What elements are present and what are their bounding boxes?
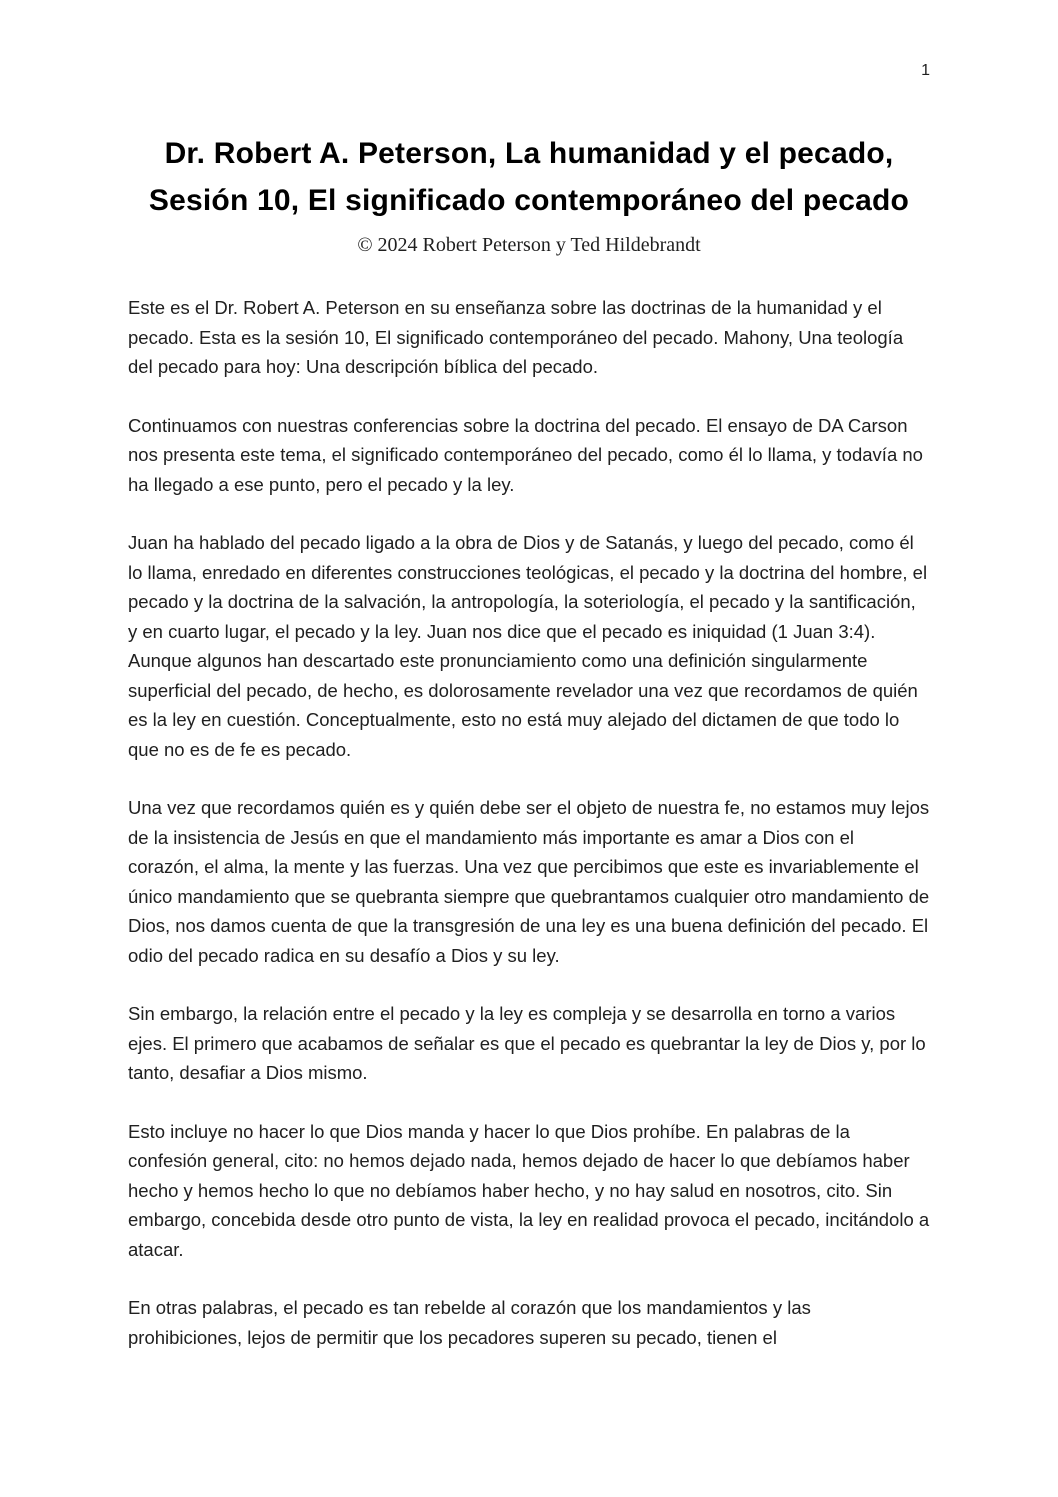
paragraph-6: Esto incluye no hacer lo que Dios manda y hacer lo que Dios prohíbe. En palabras de la confesión general, cito: no hemos dejado nada, hemos dejado de hacer lo que debíamos haber hecho y hemos hecho lo que no debíamos haber hecho, y no hay salud en nosotros, cito. Sin embargo, concebida desde otro punto de vista, la ley en realidad provoca el pecado, incitándolo a atacar. (128, 1120, 930, 1260)
paragraph-1: Este es el Dr. Robert A. Peterson en su enseñanza sobre las doctrinas de la humanidad y el pecado. Esta es la sesión 10, El significado contemporáneo del pecado. Mahony, Una teología del pecado para hoy: Una descripción bíblica del pecado. (128, 297, 904, 377)
paragraph-3: Juan ha hablado del pecado ligado a la obra de Dios y de Satanás, y luego del pecado, como él lo llama, enredado en diferentes construcciones teológicas, el pecado y la doctrina del hombre, el pecado y la doctrina de la salvación, la antropología, la soteriología, el pecado y la santificación, y en cuarto lugar, el pecado y la ley. Juan nos dice que el pecado es iniquidad (1 Juan 3:4). Aunque algunos han descartado este pronunciamiento como una definición singularmente superficial del pecado, de hecho, es dolorosamente revelador una vez que recordamos de quién es la ley en cuestión. Conceptualmente, esto no está muy alejado del dictamen de que todo lo que no es de fe es pecado. (128, 532, 928, 760)
paragraph-7: En otras palabras, el pecado es tan rebelde al corazón que los mandamientos y las prohibiciones, lejos de permitir que los pecadores superen su pecado, tienen el (128, 1297, 811, 1348)
paragraph-2: Continuamos con nuestras conferencias sobre la doctrina del pecado. El ensayo de DA Carson nos presenta este tema, el significado contemporáneo del pecado, como él lo llama, y todavía no ha llegado a ese punto, pero el pecado y la ley. (128, 414, 923, 495)
page-number: 1 (921, 62, 930, 79)
title-line-1: Dr. Robert A. Peterson, La humanidad y el pecado, (164, 137, 894, 170)
title-line-2: Sesión 10, El significado contemporáneo del pecado (148, 184, 910, 217)
paragraph-5: Sin embargo, la relación entre el pecado y la ley es compleja y se desarrolla en torno a varios ejes. El primero que acabamos de señalar es que el pecado es quebrantar la ley de Dios y, por lo tanto, desafiar a Dios mismo. (128, 1003, 926, 1083)
paragraph-4: Una vez que recordamos quién es y quién debe ser el objeto de nuestra fe, no estamos muy lejos de la insistencia de Jesús en que el mandamiento más importante es amar a Dios con el corazón, el alma, la mente y las fuerzas. Una vez que percibimos que este es invariablemente el único mandamiento que se quebranta siempre que quebrantamos cualquier otro mandamiento de Dios, nos damos cuenta de que la transgresión de una ley es una buena definición del pecado. El odio del pecado radica en su desafío a Dios y su ley. (128, 797, 930, 966)
document-body (128, 293, 930, 1352)
copyright-line: © 2024 Robert Peterson y Ted Hildebrandt (357, 234, 701, 256)
document-title (128, 130, 930, 224)
